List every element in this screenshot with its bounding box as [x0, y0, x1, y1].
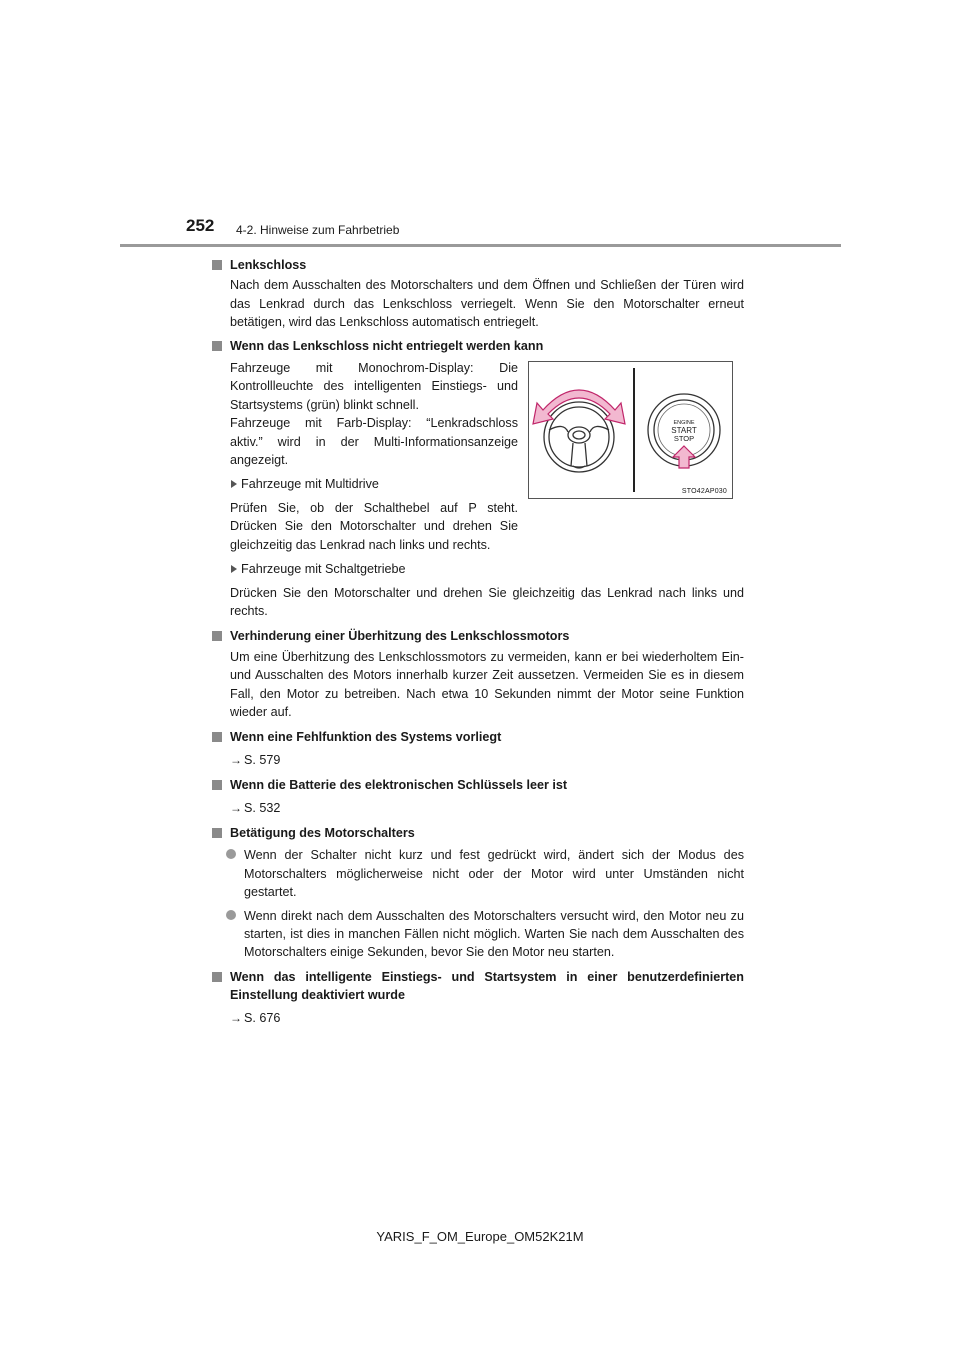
square-bullet-icon: [212, 780, 222, 790]
list-item: [212, 846, 744, 901]
list-item-text: Wenn direkt nach dem Ausschalten des Motorschalters versucht wird, den Motor neu zu starten, ist dies in manchen Fällen nicht möglich. Warten Sie nach dem Ausschalten des Motorschalters einige Sekunden, bevor Sie den Motor neu starten.: [244, 908, 744, 960]
page-reference[interactable]: [212, 751, 744, 769]
heading-ueberhitzung: [212, 627, 744, 645]
sub-heading-text: Fahrzeuge mit Schaltgetriebe: [241, 562, 406, 577]
paragraph: Drücken Sie den Motorschalter und drehen Sie gleichzeitig das Lenkrad nach links und rechts.: [230, 585, 744, 618]
heading-text: Wenn eine Fehlfunktion des Systems vorliegt: [230, 730, 502, 745]
list-item: [212, 907, 744, 962]
sub-heading: [212, 560, 744, 578]
paragraph: Prüfen Sie, ob der Schalthebel auf P steht. Drücken Sie den Motorschalter und drehen Sie gleichzeitig das Lenkrad nach links und rechts.: [230, 500, 518, 552]
sub-heading-text: Fahrzeuge mit Multidrive: [241, 477, 379, 492]
button-text-engine: ENGINE: [673, 420, 695, 426]
square-bullet-icon: [212, 631, 222, 641]
list-item-text: Wenn der Schalter nicht kurz und fest gedrückt wird, ändert sich der Modus des Motorschalters möglicherweise nicht oder der Motor wird unter Umständen nicht gestartet.: [244, 848, 744, 900]
heading-batterie: [212, 776, 744, 794]
heading-fehlfunktion: [212, 728, 744, 746]
reference-text: S. 579: [244, 752, 281, 767]
square-bullet-icon: [212, 341, 222, 351]
steering-wheel-icon: [544, 402, 614, 472]
heading-text: Verhinderung einer Überhitzung des Lenkschlossmotors: [230, 629, 570, 644]
paragraph: Fahrzeuge mit Monochrom-Display: Die Kontrollleuchte des intelligenten Einstiegs- und Startsystems (grün) blinkt schnell.: [230, 361, 518, 412]
illustration-drawing: [529, 362, 732, 498]
arrow-right-icon: →: [230, 1010, 242, 1025]
header-rule: [120, 244, 841, 247]
page-number: 252: [186, 216, 215, 235]
heading-deaktiviert: [212, 968, 744, 1005]
square-bullet-icon: [212, 972, 222, 982]
page-reference[interactable]: [212, 1009, 744, 1027]
triangle-bullet-icon: [231, 565, 237, 573]
paragraph: Um eine Überhitzung des Lenkschlossmotors zu vermeiden, kann er bei wiederholtem Ein- und Ausschalten des Motors innerhalb kurzer Zeit aussetzen. Vermeiden Sie es in diesem Fall, den Motor zu betreiben. Nach etwa 10 Sekunden nimmt der Motor seine Funktion wieder auf.: [230, 649, 744, 719]
button-text-stop: STOP: [673, 434, 695, 443]
page-reference[interactable]: [212, 799, 744, 817]
square-bullet-icon: [212, 260, 222, 270]
square-bullet-icon: [212, 828, 222, 838]
heading-text: Wenn das Lenkschloss nicht entriegelt werden kann: [230, 338, 544, 353]
paragraph: Nach dem Ausschalten des Motorschalters und dem Öffnen und Schließen der Türen wird das Lenkrad durch das Lenkschloss verriegelt. Wenn Sie den Motorschalter erneut betätigen, wird das Lenkschloss automatisch entriegelt.: [230, 278, 744, 330]
arrow-right-icon: →: [230, 800, 242, 815]
square-bullet-icon: [212, 732, 222, 742]
heading-betaetigung: [212, 824, 744, 842]
section-title: 4-2. Hinweise zum Fahrbetrieb: [236, 223, 400, 237]
button-text-start: START: [671, 426, 697, 435]
illustration-label: STO42AP030: [681, 488, 727, 495]
heading-nicht-entriegelt: [212, 337, 744, 355]
heading-text: Wenn die Batterie des elektronischen Schlüssels leer ist: [230, 778, 568, 793]
paragraph: Fahrzeuge mit Farb-Display: “Lenkradschloss aktiv.” wird in der Multi-Informationsanzeige angezeigt.: [230, 416, 518, 468]
heading-text: Wenn das intelligente Einstiegs- und Startsystem in einer benutzerdefinierten Einstellung deaktiviert wurde: [230, 969, 744, 1003]
triangle-bullet-icon: [231, 480, 237, 488]
reference-text: S. 676: [244, 1010, 281, 1025]
footer-doc-id: YARIS_F_OM_Europe_OM52K21M: [376, 1229, 584, 1244]
reference-text: S. 532: [244, 800, 281, 815]
circle-bullet-icon: [226, 910, 236, 920]
heading-text: Lenkschloss: [230, 258, 307, 272]
heading-text: Betätigung des Motorschalters: [230, 825, 415, 840]
heading-lenkschloss: [212, 256, 744, 274]
illustration-steering-engine-switch: [528, 361, 733, 499]
arrow-right-icon: →: [230, 752, 242, 767]
